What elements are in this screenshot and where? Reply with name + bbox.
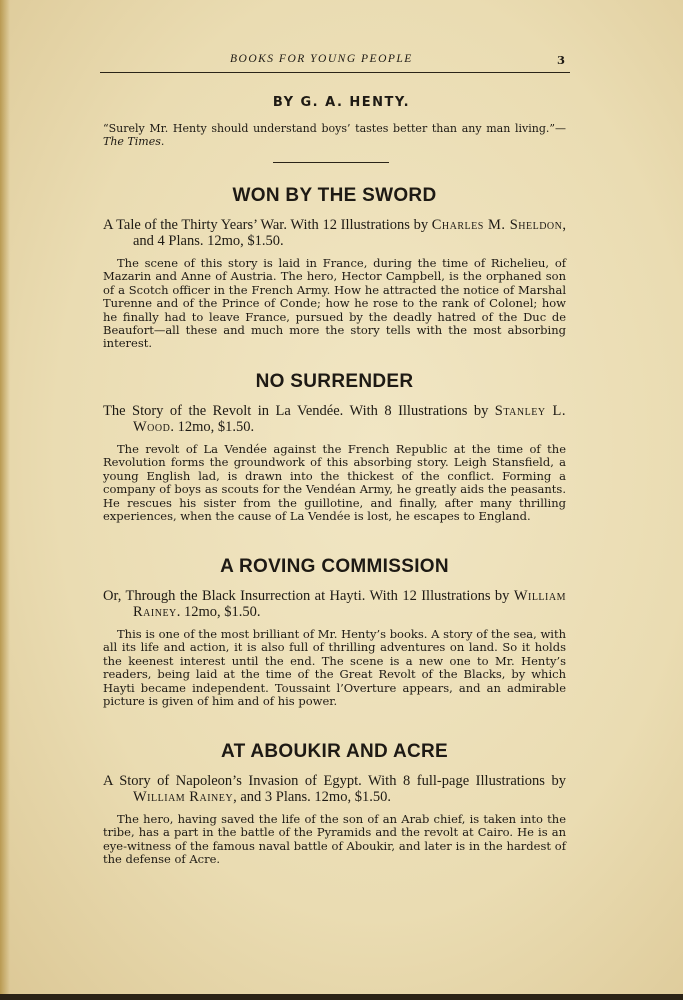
separator-rule [273, 162, 389, 163]
author-byline: BY G. A. HENTY. [272, 95, 411, 110]
subtitle-price: , and 3 Plans. 12mo, $1.50. [233, 789, 391, 805]
book-description: The revolt of La Vendée against the French Republic at the time of the Revolution forms the groundwork of this absorbing story. Leigh Stansfield, a young English lad, is drawn into the thickest of the conflict. Forming a company of boys as scouts for the Vendéan Army, he greatly aids the peasants. He rescues his sister from the guillotine, and finally, after many thrilling experiences, when the cause of La Vendée is lost, he escapes to England. [103, 442, 566, 524]
page-edge-shadow [0, 0, 10, 1000]
book-description: The hero, having saved the life of the son of an Arab chief, is taken into the tribe, has a part in the battle of the Pyramids and the revolt at Cairo. He is an eye-witness of the famous naval battle of Aboukir, and later is in the hardest of the defense of Acre. [103, 812, 566, 867]
book-title: NO SURRENDER [255, 371, 414, 392]
illustrator-name: William Rainey [133, 789, 234, 805]
subtitle-text: A Tale of the Thirty Years’ War. With 12 Illustrations by [103, 217, 432, 233]
subtitle-text: Or, Through the Black Insurrection at Hayti. With 12 Illustrations by [103, 588, 514, 604]
illustrator-name: William Rainey [133, 588, 566, 620]
book-entry [103, 185, 566, 351]
subtitle-price: . 12mo, $1.50. [170, 419, 255, 435]
subtitle-text: The Story of the Revolt in La Vendée. With 8 Illustrations by [103, 403, 495, 419]
book-description: This is one of the most brilliant of Mr. Henty’s books. A story of the sea, with all its life and action, it is also full of thrilling adventures on land. So it holds the keenest interest until the end. The scene is a new one to Mr. Henty’s readers, being laid at the time of the Great Revolt of the Blacks, by which Hayti became independent. Toussaint l’Overture appears, and an admirable picture is given of him and of his power. [103, 627, 566, 709]
subtitle-text: A Story of Napoleon’s Invasion of Egypt. With 8 full-page Illustrations by [103, 773, 566, 789]
illustrator-name: Stanley L. Wood [133, 403, 566, 435]
book-entry [103, 371, 566, 523]
book-entry [103, 741, 566, 867]
epigraph [103, 122, 566, 148]
page-number: 3 [557, 53, 566, 67]
book-subtitle [103, 403, 566, 435]
book-subtitle [103, 773, 566, 805]
book-title: A ROVING COMMISSION [220, 556, 449, 577]
book-subtitle [103, 588, 566, 620]
book-title: AT ABOUKIR AND ACRE [220, 741, 448, 762]
epigraph-source: The Times. [103, 135, 165, 148]
book-subtitle [103, 217, 566, 249]
subtitle-price: . 12mo, $1.50. [176, 604, 261, 620]
subtitle-price: , and 4 Plans. 12mo, $1.50. [133, 217, 566, 249]
illustrator-name: Charles M. Sheldon [431, 217, 563, 233]
page-bottom-edge [0, 994, 683, 1000]
book-description: The scene of this story is laid in France, during the time of Richelieu, of Mazarin and Anne of Austria. The hero, Hector Campbell, is the orphaned son of a Scotch officer in the French Army. How he attracted the notice of Marshal Turenne and of the Prince of Conde; how he rose to the rank of Colonel; how he finally had to leave France, pursued by the deadly hatred of the Duc de Beaufort—all these and much more the story tells with the most absorbing interest. [103, 256, 566, 351]
running-head: BOOKS FOR YOUNG PEOPLE [230, 53, 413, 65]
book-title: WON BY THE SWORD [232, 185, 437, 206]
epigraph-text: “Surely Mr. Henty should understand boys’ tastes better than any man living.”— [103, 122, 566, 135]
book-entry [103, 556, 566, 708]
header-rule [100, 72, 570, 73]
